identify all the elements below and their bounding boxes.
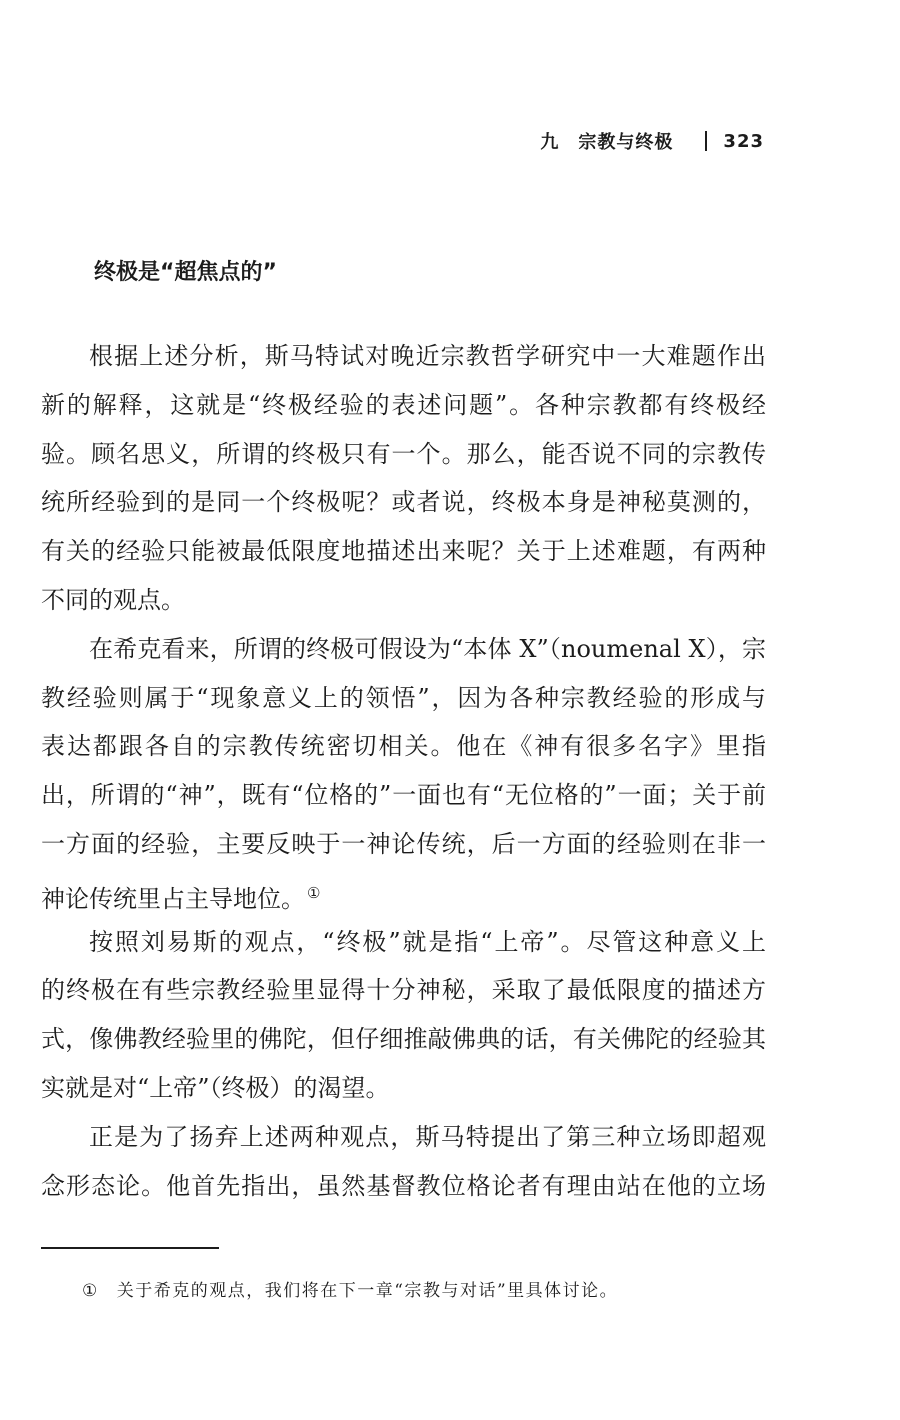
body-text: [41, 332, 766, 1210]
paragraph-2-line-3: 表达都跟各自的宗教传统密切相关。他在《神有很多名字》里指: [41, 732, 766, 761]
paragraph-1-line-3: 验。顾名思义，所谓的终极只有一个。那么，能否说不同的宗教传: [41, 439, 766, 468]
paragraph-4-line-1: 正是为了扬弃上述两种观点，斯马特提出了第三种立场即超观: [89, 1122, 766, 1151]
footnote-divider: [41, 1247, 219, 1249]
chapter-title: 九 宗教与终极: [540, 132, 674, 153]
section-title: 终极是“超焦点的”: [94, 260, 277, 285]
paragraph-1-line-4: 统所经验到的是同一个终极呢？或者说，终极本身是神秘莫测的，: [41, 488, 766, 517]
footnote-reference[interactable]: ①: [307, 883, 321, 902]
paragraph-2-line-2: 教经验则属于“现象意义上的领悟”，因为各种宗教经验的形成与: [41, 683, 766, 712]
paragraph-2-line-1: 在希克看来，所谓的终极可假设为“本体 X”（noumenal X），宗: [89, 634, 766, 663]
header-divider: [705, 131, 707, 151]
paragraph-1-line-2: 新的解释，这就是“终极经验的表述问题”。各种宗教都有终极经: [41, 390, 766, 419]
paragraph-2-line-4: 出，所谓的“神”，既有“位格的”一面也有“无位格的”一面；关于前: [41, 781, 766, 810]
paragraph-2-line-5: 一方面的经验，主要反映于一神论传统，后一方面的经验则在非一: [41, 829, 766, 858]
paragraph-3-line-1: 按照刘易斯的观点，“终极”就是指“上帝”。尽管这种意义上: [89, 927, 766, 956]
paragraph-3-line-2: 的终极在有些宗教经验里显得十分神秘，采取了最低限度的描述方: [41, 976, 766, 1005]
paragraph-4-line-2: 念形态论。他首先指出，虽然基督教位格论者有理由站在他的立场: [41, 1171, 766, 1200]
paragraph-3-line-4: 实就是对“上帝”（终极）的渴望。: [41, 1073, 390, 1102]
footnote: [82, 1276, 618, 1301]
page-number: 323: [723, 130, 764, 152]
footnote-text: 关于希克的观点，我们将在下一章“宗教与对话”里具体讨论。: [116, 1281, 619, 1301]
paragraph-1-line-1: 根据上述分析，斯马特试对晚近宗教哲学研究中一大难题作出: [89, 342, 766, 370]
paragraph-2-line-6-text: 神论传统里占主导地位。: [41, 884, 305, 913]
paragraph-3-line-3: 式，像佛教经验里的佛陀，但仔细推敲佛典的话，有关佛陀的经验其: [41, 1025, 766, 1054]
paragraph-1-line-6: 不同的观点。: [41, 585, 185, 614]
paragraph-2-line-6: [41, 869, 766, 918]
footnote-mark: ①: [82, 1281, 99, 1301]
paragraph-1-line-5: 有关的经验只能被最低限度地描述出来呢？关于上述难题，有两种: [41, 537, 766, 566]
running-header: [540, 128, 764, 154]
